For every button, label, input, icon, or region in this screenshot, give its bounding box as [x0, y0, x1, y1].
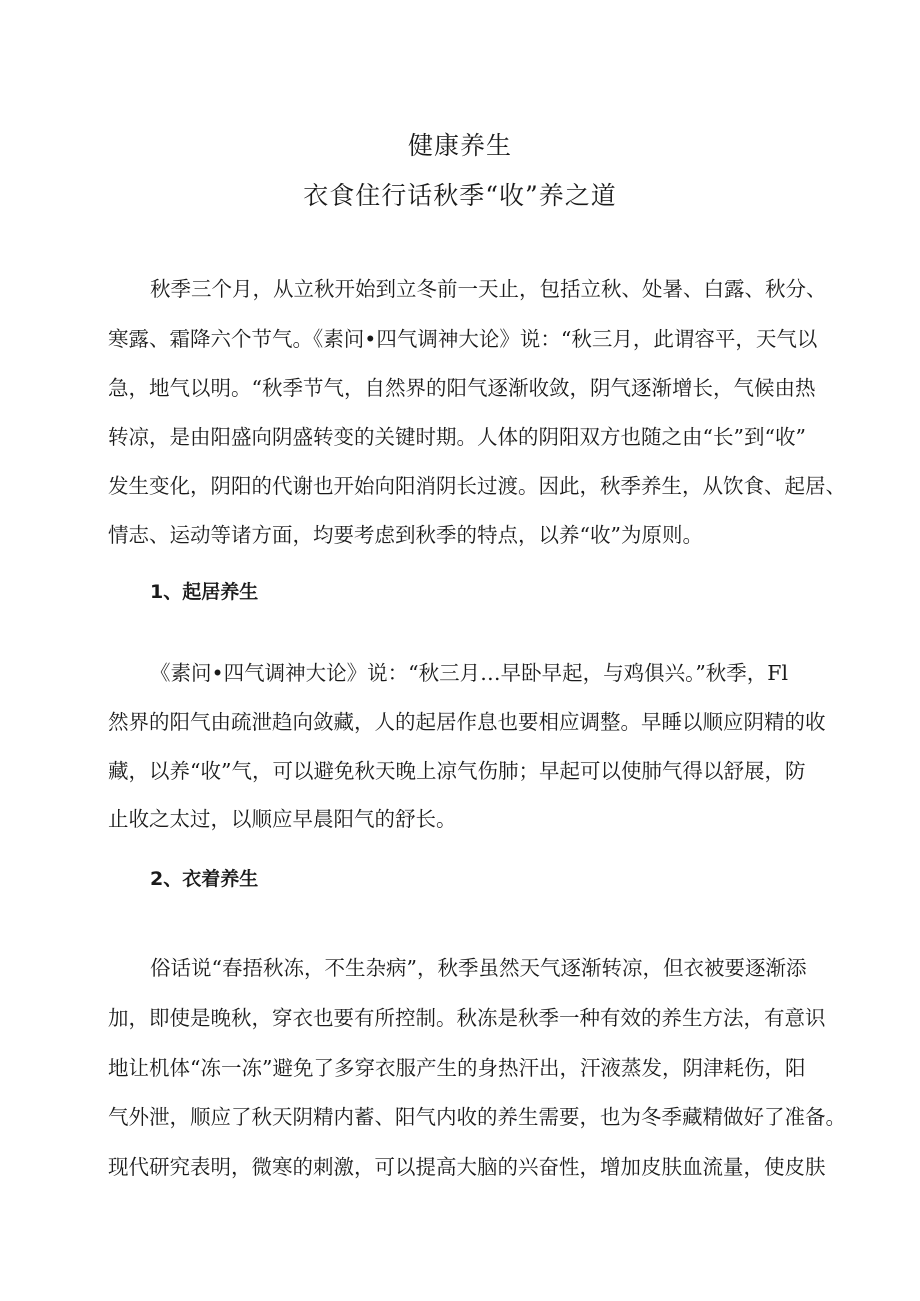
section2-line-2: 加，即使是晚秋，穿衣也要有所控制。秋冻是秋季一种有效的养生方法，有意识 — [108, 1006, 826, 1030]
section-heading-2: 2、衣着养生 — [150, 868, 259, 890]
intro-line-5: 发生变化，阴阳的代谢也开始向阳消阴长过渡。因此，秋季养生，从饮食、起居、 — [108, 474, 846, 498]
section1-line-1: 《素问•四气调神大论》说：“秋三月…早卧早起，与鸡俱兴。”秋季，Fl — [150, 661, 789, 685]
category-title: 健康养生 — [407, 131, 512, 160]
section1-line-4: 止收之太过，以顺应早晨阳气的舒长。 — [108, 807, 457, 831]
intro-line-4: 转凉，是由阳盛向阴盛转变的关键时期。人体的阴阳双方也随之由“长”到“收” — [108, 425, 806, 449]
section2-line-1: 俗话说“春捂秋冻，不生杂病”，秋季虽然天气逐渐转凉，但衣被要逐渐添 — [150, 956, 807, 980]
article-title: 衣食住行话秋季“收”养之道 — [303, 181, 617, 210]
intro-line-1: 秋季三个月，从立秋开始到立冬前一天止，包括立秋、处暑、白露、秋分、 — [150, 277, 827, 301]
section-heading-1: 1、起居养生 — [150, 581, 259, 603]
section2-line-5: 现代研究表明，微寒的刺激，可以提高大脑的兴奋性，增加皮肤血流量，使皮肤 — [108, 1155, 826, 1179]
intro-line-6: 情志、运动等诸方面，均要考虑到秋季的特点，以养“收”为原则。 — [108, 523, 703, 547]
section1-line-2: 然界的阳气由疏泄趋向敛藏，人的起居作息也要相应调整。早睡以顺应阴精的收 — [108, 710, 826, 734]
intro-line-2: 寒露、霜降六个节气。《素问•四气调神大论》说：“秋三月，此谓容平，天气以 — [108, 327, 818, 351]
intro-line-3: 急，地气以明。“秋季节气，自然界的阳气逐渐收敛，阴气逐渐增长，气候由热 — [108, 376, 816, 400]
section2-line-4: 气外泄，顺应了秋天阴精内蓄、阳气内收的养生需要，也为冬季藏精做好了准备。 — [108, 1105, 846, 1129]
section2-line-3: 地让机体“冻一冻”避免了多穿衣服产生的身热汗出，汗液蒸发，阴津耗伤，阳 — [108, 1056, 806, 1080]
section1-line-3: 藏，以养“收”气，可以避免秋天晚上凉气伤肺；早起可以使肺气得以舒展，防 — [108, 759, 806, 783]
